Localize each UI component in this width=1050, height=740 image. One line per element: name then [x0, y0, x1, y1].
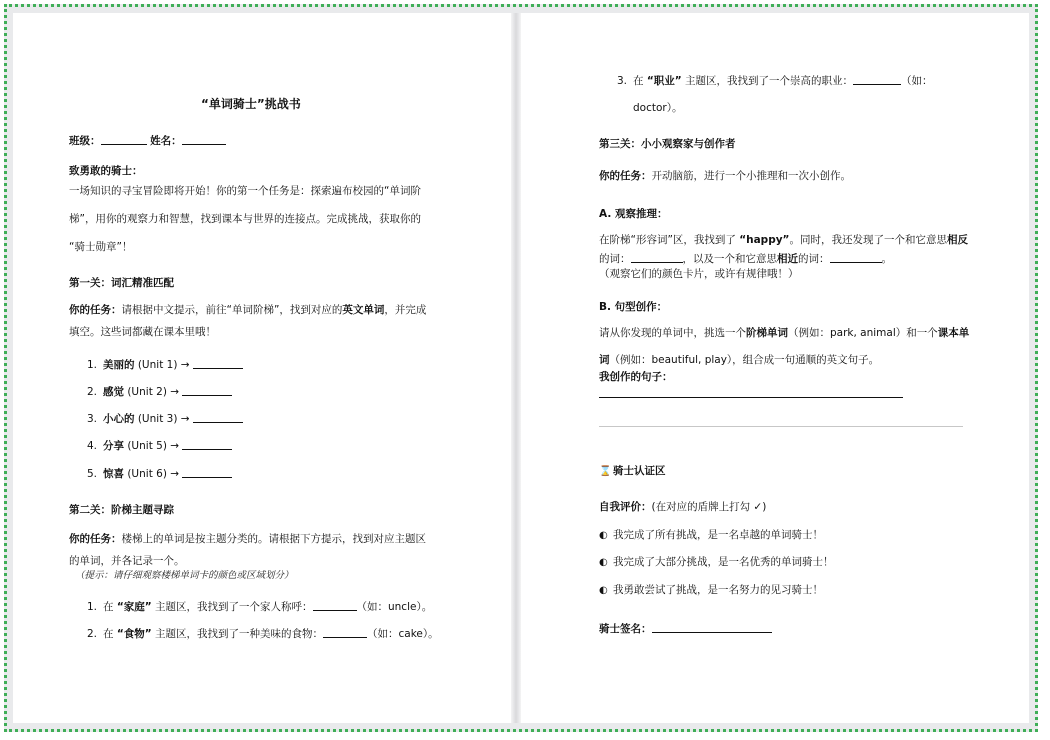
- shield-checkbox-icon[interactable]: ◐: [599, 557, 608, 568]
- signature-label: 骑士签名：: [599, 623, 652, 635]
- level2-task-line: 的单词，并各记录一个。: [69, 555, 185, 567]
- task-emphasis: 英文单词: [342, 304, 385, 316]
- answer-blank[interactable]: [193, 411, 243, 423]
- item-number: 4.: [86, 440, 97, 452]
- signature-blank[interactable]: [652, 621, 772, 633]
- theme-text: 在: [633, 75, 647, 87]
- partB-text: （例如：beautiful, play），组合成一句通顺的英文句子。: [609, 354, 880, 366]
- shield-checkbox-icon[interactable]: ◐: [599, 530, 608, 541]
- partA-text: 的词：: [599, 253, 631, 265]
- intro-line: “骑士勋章”！: [69, 241, 133, 253]
- level2-hint: （提示：请仔细观察楼梯单词卡的颜色或区域划分）: [75, 570, 294, 581]
- partA-text: 。: [881, 253, 892, 265]
- self-eval-line: [599, 500, 766, 514]
- eval-option-label: 我完成了大部分挑战，是一名优秀的单词骑士！: [613, 556, 834, 568]
- item-number: 1.: [86, 359, 97, 371]
- theme-text: 主题区，我找到了一种美味的食物：: [151, 628, 323, 640]
- vocab-word: 感觉: [103, 386, 124, 398]
- theme-text: 主题区，我找到了一个崇高的职业：: [681, 75, 853, 87]
- partA-line: [599, 251, 892, 266]
- answer-blank[interactable]: [323, 626, 367, 638]
- vocab-item: [81, 357, 243, 372]
- answer-blank[interactable]: [313, 599, 357, 611]
- partB-line: [599, 326, 969, 340]
- vocab-word: 惊喜: [103, 468, 124, 480]
- answer-blank[interactable]: [182, 466, 232, 478]
- task-label: 你的任务：: [69, 533, 122, 545]
- theme-item: [81, 599, 432, 614]
- class-blank[interactable]: [101, 133, 147, 145]
- theme-name: “家庭”: [116, 601, 152, 613]
- level1-task-line: 填空。这些词都藏在课本里哦！: [69, 326, 216, 338]
- partB-keyword: 阶梯单词: [746, 327, 788, 339]
- eval-option-label: 我勇敢尝试了挑战，是一名努力的见习骑士！: [613, 584, 823, 596]
- shield-checkbox-icon[interactable]: ◐: [599, 585, 608, 596]
- theme-name: “职业”: [646, 75, 682, 87]
- vocab-unit: (Unit 1) →: [134, 359, 190, 371]
- eval-option-label: 我完成了所有挑战，是一名卓越的单词骑士！: [613, 529, 823, 541]
- task-label: 你的任务：: [69, 304, 122, 316]
- intro-line: 梯”，用你的观察力和智慧，找到课本与世界的连接点。完成挑战，获取你的: [69, 213, 421, 225]
- level1-title: 第一关：词汇精准匹配: [69, 277, 174, 289]
- task-text: ，并完成: [384, 304, 427, 316]
- level2-task-line: [69, 532, 426, 546]
- item-number: 2.: [86, 386, 97, 398]
- item-number: 2.: [86, 628, 97, 640]
- page-left: [13, 13, 511, 723]
- vocab-item: [81, 466, 232, 481]
- partA-keyword: “happy”: [739, 234, 790, 246]
- sentence-blank[interactable]: [599, 397, 903, 398]
- vocab-unit: (Unit 3) →: [134, 413, 190, 425]
- signature-line: [599, 621, 772, 636]
- vocab-unit: (Unit 5) →: [124, 440, 180, 452]
- theme-example-cont: doctor）。: [633, 102, 683, 114]
- partA-keyword: 相反: [946, 234, 968, 246]
- vocab-item: [81, 438, 232, 453]
- class-label: 班级：: [69, 135, 101, 147]
- partB-text: （例如：park, animal）和一个: [788, 327, 938, 339]
- theme-text: 在: [103, 628, 117, 640]
- theme-example: （如：: [901, 75, 933, 87]
- intro-line: 一场知识的寻宝冒险即将开始！你的第一个任务是：探索遍布校园的“单词阶: [69, 185, 421, 197]
- page-gutter: [511, 13, 521, 723]
- self-eval-label: 自我评价：: [599, 501, 652, 513]
- theme-text: 在: [103, 601, 117, 613]
- item-number: 1.: [86, 601, 97, 613]
- eval-option[interactable]: [599, 528, 823, 543]
- sentence-label: 我创作的句子：: [599, 371, 673, 383]
- vocab-word: 分享: [103, 440, 124, 452]
- hourglass-icon: ⌛: [599, 466, 612, 477]
- level1-task-line: [69, 303, 426, 317]
- document-frame: [4, 4, 1038, 732]
- level3-task-line: [599, 169, 851, 183]
- task-text: 请根据中文提示，前往“单词阶梯”，找到对应的: [121, 304, 343, 316]
- answer-blank[interactable]: [182, 438, 232, 450]
- partA-line: [599, 233, 968, 247]
- cert-title: 骑士认证区: [613, 465, 666, 477]
- partB-line: [599, 353, 879, 367]
- theme-name: “食物”: [116, 628, 152, 640]
- partA-keyword: 相近: [777, 253, 798, 265]
- name-blank[interactable]: [182, 133, 226, 145]
- page-right: [521, 13, 1029, 723]
- task-text: 楼梯上的单词是按主题分类的。请根据下方提示，找到对应主题区: [121, 533, 426, 545]
- partA-text: 的词：: [798, 253, 830, 265]
- document-title: “单词骑士”挑战书: [201, 97, 301, 111]
- item-number: 5.: [86, 468, 97, 480]
- answer-blank[interactable]: [193, 357, 243, 369]
- item-number: 3.: [616, 75, 627, 87]
- cert-heading: [599, 464, 666, 479]
- level2-title: 第二关：阶梯主题寻踪: [69, 504, 174, 516]
- vocab-item: [81, 384, 232, 399]
- level3-title: 第三关：小小观察家与创作者: [599, 138, 736, 150]
- answer-blank[interactable]: [182, 384, 232, 396]
- partA-text: 。同时，我还发现了一个和它意思: [789, 234, 947, 246]
- theme-text: 主题区，我找到了一个家人称呼：: [151, 601, 313, 613]
- eval-option[interactable]: [599, 583, 823, 598]
- theme-example: （如：uncle）。: [356, 601, 433, 613]
- theme-item: [611, 73, 933, 88]
- task-label: 你的任务：: [599, 170, 652, 182]
- eval-option[interactable]: [599, 555, 834, 570]
- vocab-unit: (Unit 2) →: [124, 386, 180, 398]
- vocab-word: 小心的: [103, 413, 135, 425]
- opposite-blank[interactable]: [631, 251, 683, 263]
- self-eval-note: (在对应的盾牌上打勾 ✓): [651, 501, 767, 513]
- class-name-line: [69, 133, 226, 148]
- partA-title: A. 观察推理：: [599, 208, 668, 220]
- vocab-unit: (Unit 6) →: [124, 468, 180, 480]
- partB-keyword: 词: [599, 354, 610, 366]
- partB-keyword: 课本单: [937, 327, 970, 339]
- partA-text: 在阶梯“形容词”区，我找到了: [599, 234, 740, 246]
- partA-text: ，以及一个和它意思: [682, 253, 777, 265]
- theme-item: [81, 626, 439, 641]
- partA-hint: （观察它们的颜色卡片，或许有规律哦！）: [599, 268, 799, 280]
- answer-blank[interactable]: [853, 73, 901, 85]
- similar-blank[interactable]: [830, 251, 882, 263]
- name-label: 姓名：: [150, 135, 182, 147]
- vocab-item: [81, 411, 243, 426]
- item-number: 3.: [86, 413, 97, 425]
- task-text: 开动脑筋，进行一个小推理和一次小创作。: [651, 170, 851, 182]
- section-divider: [599, 426, 963, 427]
- greeting: 致勇敢的骑士：: [69, 165, 143, 177]
- partB-text: 请从你发现的单词中，挑选一个: [599, 327, 746, 339]
- vocab-word: 美丽的: [103, 359, 135, 371]
- theme-example: （如：cake）。: [367, 628, 439, 640]
- partB-title: B. 句型创作：: [599, 301, 668, 313]
